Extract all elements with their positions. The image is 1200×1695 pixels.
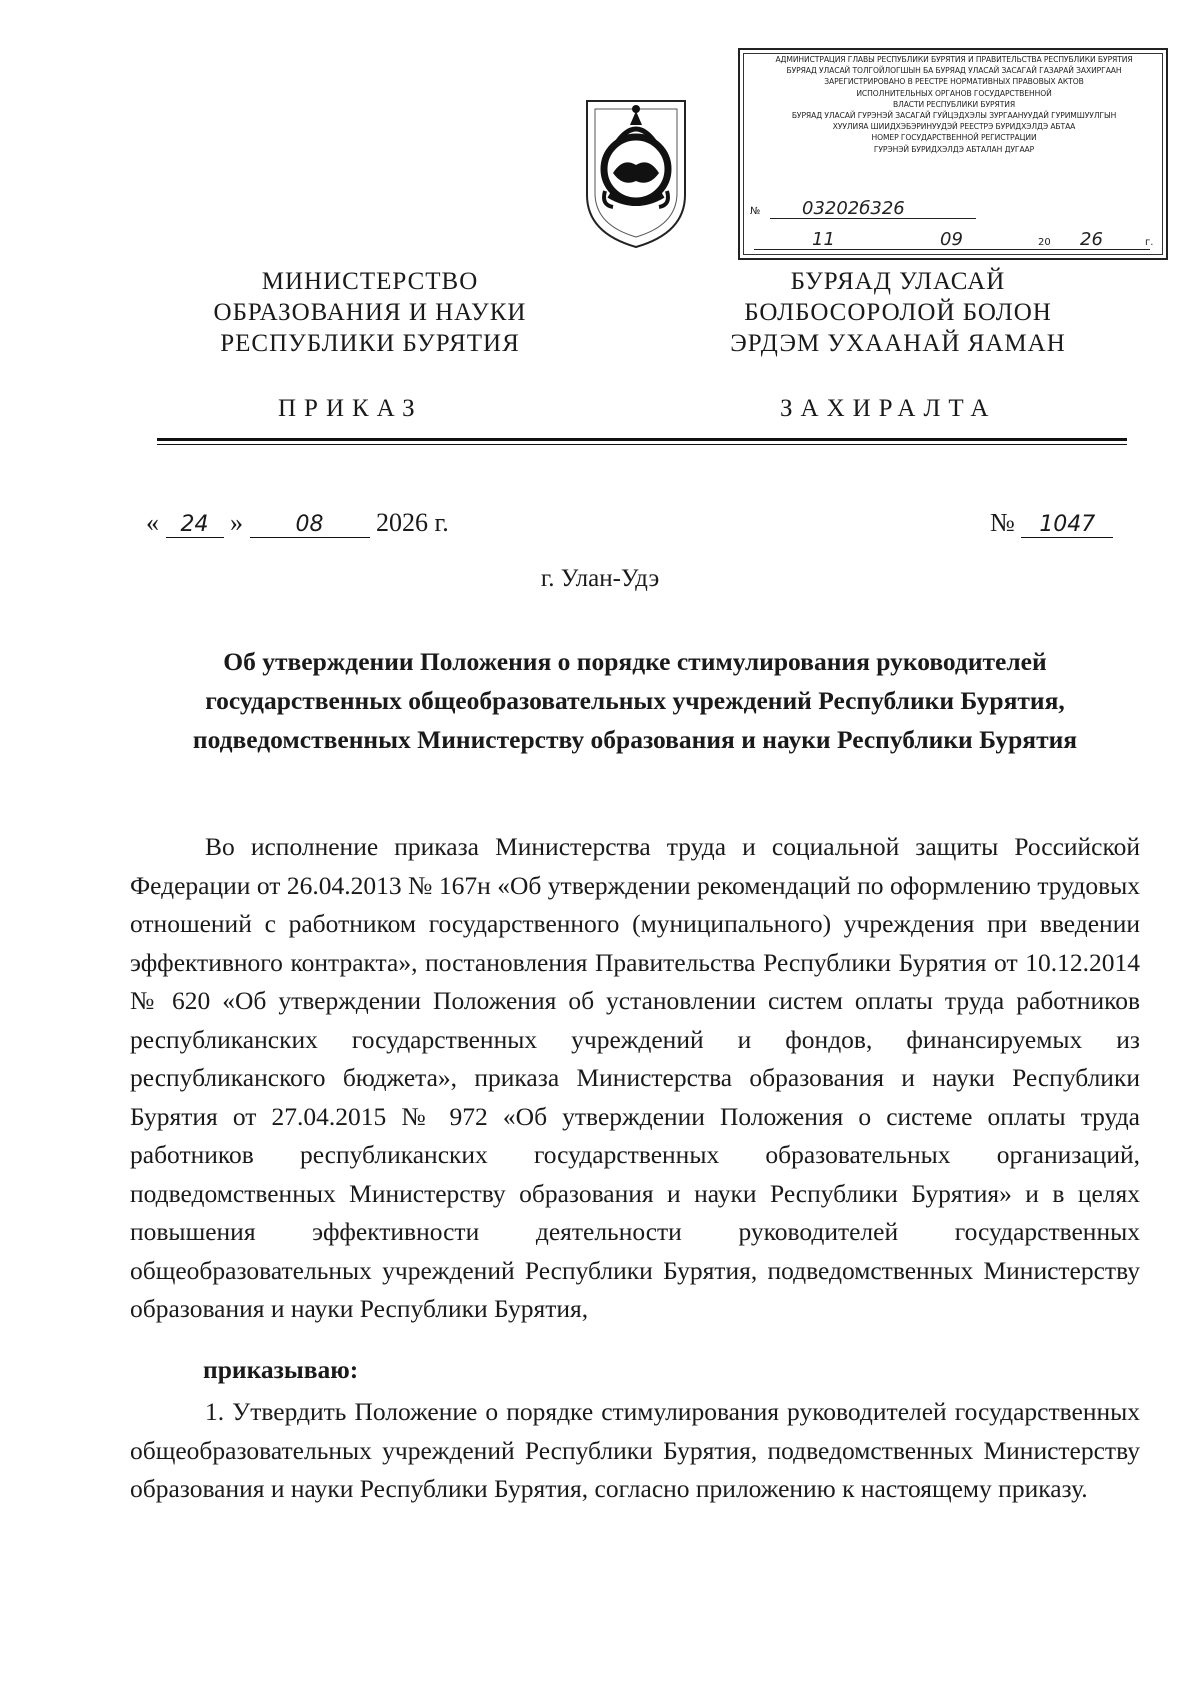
date-open-quote: «	[146, 508, 159, 537]
stamp-registration-number-row	[750, 198, 1156, 219]
preamble-paragraph: Во исполнение приказа Министерства труда и социальной защиты Российской Федерации от 26.04.2013 № 167н «Об утверждении рекомендаций по оформлению трудовых отношений с работником государственного (муниципального) учреждения при введении эффективного контракта», постановления Правительства Республики Бурятия от 10.12.2014 № 620 «Об утверждении Положения об установлении систем оплаты труда работников республиканских государственных учреждений и фондов, финансируемых из республиканского бюджета», приказа Министерства образования и науки Республики Бурятия от 27.04.2015 № 972 «Об утверждении Положения о системе оплаты труда работников республиканских государственных образовательных организаций, подведомственных Министерству образования и науки Республики Бурятия» и в целях повышения эффективности деятельности руководителей государственных общеобразовательных учреждений Республики Бурятия, подведомственных Министерству образования и науки Республики Бурятия,	[130, 832, 1140, 1323]
stamp-line: ВЛАСТИ РЕСПУБЛИКИ БУРЯТИЯ	[892, 99, 1016, 109]
ministry-name-line: РЕСПУБЛИКИ БУРЯТИЯ	[220, 330, 520, 357]
document-type-buryat: ЗАХИРАЛТА	[780, 395, 997, 422]
registration-stamp	[738, 48, 1168, 260]
stamp-registration-number: 03202б326	[802, 198, 905, 219]
date-day: 24	[166, 512, 224, 538]
stamp-line: БУРЯАД УЛАСАЙ ТОЛГОЙЛОГШЫН БА БУРЯАД УЛАСАЙ ЗАСАГАЙ ГАЗАРАЙ ЗАХИРГААН	[786, 66, 1122, 76]
stamp-line: НОМЕР ГОСУДАРСТВЕННОЙ РЕГИСТРАЦИИ	[871, 133, 1037, 143]
city-name: г. Улан-Удэ	[540, 565, 660, 592]
coat-of-arms-emblem	[583, 95, 689, 251]
ministry-name-buryat	[718, 266, 1078, 359]
stamp-year-suffix: г.	[1145, 237, 1154, 248]
ministry-name-line: ЭРДЭМ УХААНАЙ ЯАМАН	[730, 330, 1066, 357]
ministry-name-line: БОЛБОСОРОЛОЙ БОЛОН	[744, 299, 1052, 326]
date-close-quote: »	[230, 508, 243, 537]
document-title: Об утверждении Положения о порядке стимулирования руководителей государственных общеобразовательных учреждений Республики Бурятия, подведомственных Министерству образования и науки Республики Бурятия	[192, 647, 1078, 754]
header-rule-thick	[157, 438, 1127, 441]
stamp-line: БУРЯАД УЛАСАЙ ГУРЭНЭЙ ЗАСАГАЙ ГУЙЦЭДХЭЛЫ ЗУРГААНУУДАЙ ГУРИМШУУЛГЫН	[791, 111, 1117, 121]
stamp-line: АДМИНИСТРАЦИЯ ГЛАВЫ РЕСПУБЛИКИ БУРЯТИЯ И ПРАВИТЕЛЬСТВА РЕСПУБЛИКИ БУРЯТИЯ	[775, 55, 1133, 64]
stamp-line: ИСПОЛНИТЕЛЬНЫХ ОРГАНОВ ГОСУДАРСТВЕННОЙ	[856, 88, 1052, 98]
ministry-name-line: ОБРАЗОВАНИЯ И НАУКИ	[213, 299, 527, 326]
ministry-name-russian	[190, 266, 550, 359]
stamp-date-year: 26	[1080, 229, 1103, 250]
ministry-name-line: МИНИСТЕРСТВО	[261, 268, 479, 295]
date-month: 08	[250, 512, 370, 538]
order-item-1: 1. Утвердить Положение о порядке стимулирования руководителей государственных общеобразовательных учреждений Республики Бурятия, подведомственных Министерству образования и науки Республики Бурятия, согласно приложению к настоящему приказу.	[130, 1397, 1140, 1503]
stamp-number-prefix: №	[750, 206, 761, 217]
ministry-name-line: БУРЯАД УЛАСАЙ	[790, 268, 1006, 295]
order-directive: приказываю:	[203, 1355, 359, 1384]
stamp-date-year-prefix: 20	[1038, 237, 1051, 248]
document-type-russian: ПРИКАЗ	[278, 395, 423, 422]
order-date	[146, 508, 449, 538]
header-rule-thin	[157, 444, 1127, 445]
order-number	[990, 508, 1113, 538]
date-year: 2026 г.	[376, 508, 449, 537]
stamp-line: ХУУЛИЯА ШИИДХЭБЭРИНУУДЭЙ РЕЕСТРЭ БУРИДХЭЛДЭ АБТАА	[832, 122, 1076, 132]
order-number-value: 1047	[1021, 512, 1113, 538]
stamp-date-month: 09	[940, 229, 963, 250]
order-number-prefix: №	[990, 508, 1015, 537]
stamp-line: ЗАРЕГИСТРИРОВАНО В РЕЕСТРЕ НОРМАТИВНЫХ ПРАВОВЫХ АКТОВ	[824, 77, 1084, 87]
stamp-line: ГУРЭНЭЙ БУРИДХЭЛДЭ АБТАЛАН ДУГААР	[873, 144, 1035, 154]
stamp-date-day: 11	[812, 229, 835, 250]
